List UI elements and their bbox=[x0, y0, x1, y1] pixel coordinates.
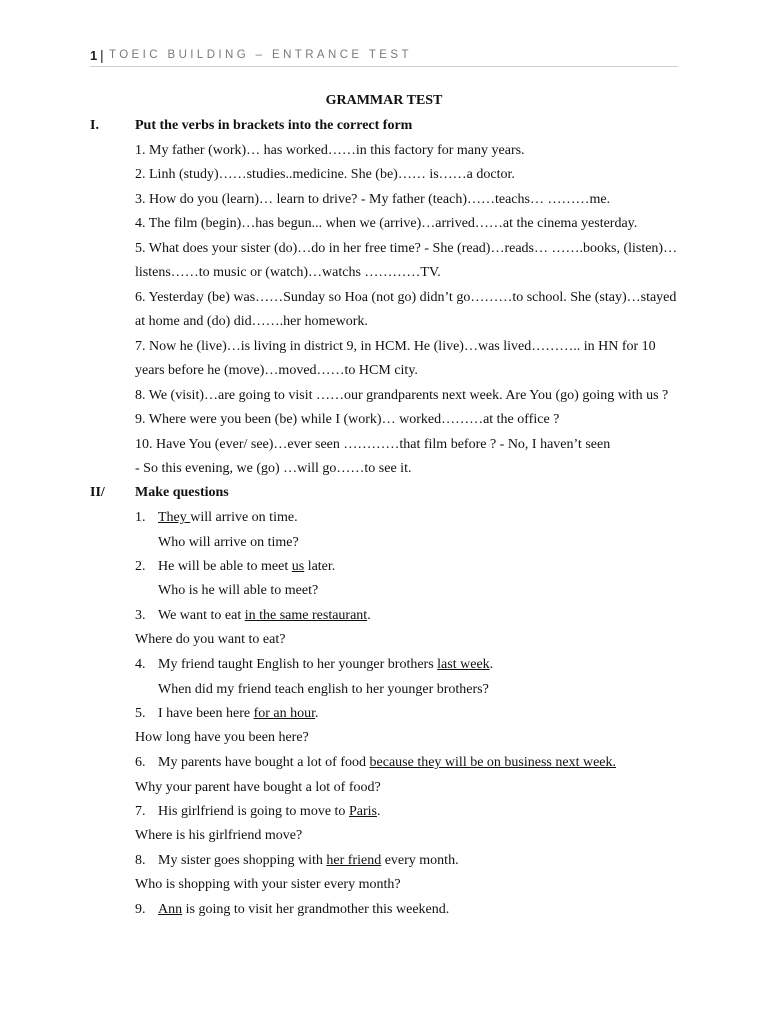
question-sentence: His girlfriend is going to move to Paris. bbox=[158, 804, 381, 819]
question-number: 2. bbox=[135, 559, 146, 574]
document-title: GRAMMAR TEST bbox=[325, 93, 443, 108]
page-header bbox=[90, 47, 678, 67]
answer-line: When did my friend teach english to her younger brothers? bbox=[158, 682, 489, 697]
page-number: 1 bbox=[90, 48, 98, 63]
exercise-line: 6. Yesterday (be) was……Sunday so Hoa (not go) didn’t go………to school. She (stay)…stayed bbox=[135, 290, 677, 305]
underlined-target: her friend bbox=[326, 853, 382, 868]
answer-line: Where do you want to eat? bbox=[135, 632, 286, 647]
exercise-line: 7. Now he (live)…is living in district 9, in HCM. He (live)…was lived……….. in HN for 10 bbox=[135, 339, 656, 354]
answer-line: Who is shopping with your sister every month? bbox=[135, 877, 401, 892]
answer-line: Who will arrive on time? bbox=[158, 535, 299, 550]
question-sentence: My sister goes shopping with her friend every month. bbox=[158, 853, 459, 868]
question-number: 6. bbox=[135, 755, 146, 770]
question-sentence: They will arrive on time. bbox=[158, 510, 298, 525]
question-sentence: My friend taught English to her younger brothers last week. bbox=[158, 657, 494, 672]
question-number: 7. bbox=[135, 804, 146, 819]
exercise-line: 3. How do you (learn)… learn to drive? - My father (teach)……teachs… ………me. bbox=[135, 192, 611, 207]
exercise-line: 10. Have You (ever/ see)…ever seen …………that film before ? - No, I haven’t seen bbox=[135, 437, 611, 452]
header-separator: | bbox=[100, 47, 104, 63]
underlined-target: for an hour bbox=[253, 706, 316, 721]
exercise-line: 2. Linh (study)……studies..medicine. She (be)…… is……a doctor. bbox=[135, 167, 515, 182]
question-number: 8. bbox=[135, 853, 146, 868]
exercise-line: 1. My father (work)… has worked……in this factory for many years. bbox=[135, 143, 525, 158]
question-sentence: We want to eat in the same restaurant. bbox=[158, 608, 371, 623]
question-number: 1. bbox=[135, 510, 146, 525]
exercise-line: 9. Where were you been (be) while I (work)… worked………at the office ? bbox=[135, 412, 560, 427]
exercise-line: 5. What does your sister (do)…do in her free time? - She (read)…reads… …….books, (listen)… bbox=[135, 241, 678, 256]
underlined-target: They bbox=[158, 510, 191, 525]
question-sentence: Ann is going to visit her grandmother this weekend. bbox=[158, 902, 450, 917]
question-number: 5. bbox=[135, 706, 146, 721]
section-2-numeral: II/ bbox=[90, 485, 105, 500]
answer-line: Who is he will able to meet? bbox=[158, 583, 319, 598]
section-1-numeral: I. bbox=[90, 118, 99, 133]
underlined-target: Paris bbox=[348, 804, 377, 819]
underlined-target: Ann bbox=[158, 902, 183, 917]
answer-line: Why your parent have bought a lot of food? bbox=[135, 780, 381, 795]
question-sentence: He will be able to meet us later. bbox=[158, 559, 336, 574]
question-number: 9. bbox=[135, 902, 146, 917]
underlined-target: in the same restaurant bbox=[244, 608, 368, 623]
question-sentence: I have been here for an hour. bbox=[158, 706, 319, 721]
section-1-heading: Put the verbs in brackets into the correct form bbox=[135, 118, 413, 133]
underlined-target: us bbox=[291, 559, 305, 574]
exercise-line: years before he (move)…moved……to HCM city. bbox=[135, 363, 418, 378]
question-sentence: My parents have bought a lot of food because they will be on business next week. bbox=[158, 755, 617, 770]
exercise-line: at home and (do) did…….her homework. bbox=[135, 314, 368, 329]
question-number: 4. bbox=[135, 657, 146, 672]
underlined-target: last week bbox=[437, 657, 490, 672]
underlined-target: because they will be on business next week. bbox=[369, 755, 617, 770]
exercise-line: 4. The film (begin)…has begun... when we (arrive)…arrived……at the cinema yesterday. bbox=[135, 216, 638, 231]
header-title: TOEIC BUILDING – ENTRANCE TEST bbox=[109, 49, 412, 61]
exercise-line: - So this evening, we (go) …will go……to see it. bbox=[135, 461, 412, 476]
exercise-line: 8. We (visit)…are going to visit ……our grandparents next week. Are You (go) going with us ? bbox=[135, 388, 669, 403]
exercise-line: listens……to music or (watch)…watchs …………TV. bbox=[135, 265, 441, 280]
section-2-heading: Make questions bbox=[135, 485, 229, 500]
answer-line: Where is his girlfriend move? bbox=[135, 828, 303, 843]
question-number: 3. bbox=[135, 608, 146, 623]
answer-line: How long have you been here? bbox=[135, 730, 309, 745]
